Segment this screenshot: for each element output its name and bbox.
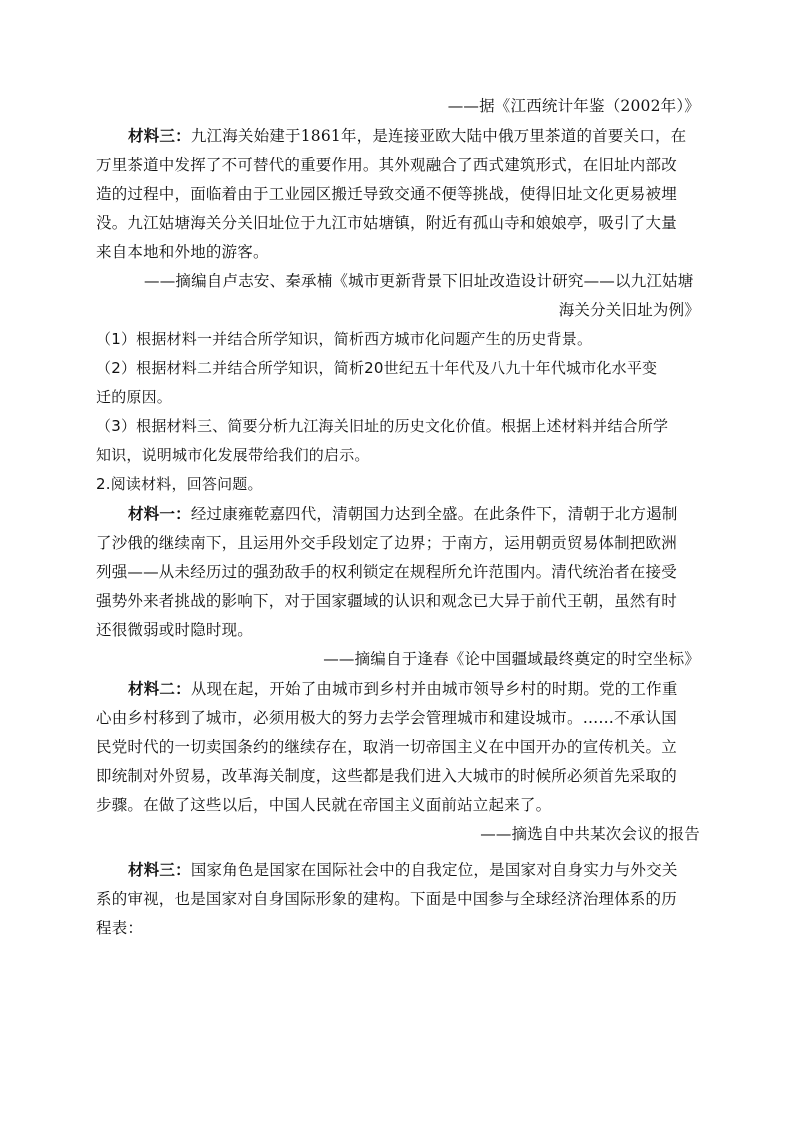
material-three-role	[96, 855, 700, 943]
material-label: 材料三：	[128, 126, 191, 145]
question-3-cont: 知识，说明城市化发展带给我们的启示。	[96, 446, 370, 464]
paragraph-line: 了沙俄的继续南下，且运用外交手段划定了边界；于南方，运用朝贡贸易体制把欧洲	[96, 534, 677, 552]
source-citation: 海关分关旧址为例》	[558, 301, 700, 319]
material-label: 材料三：	[128, 860, 191, 879]
question-2: （2）根据材料二并结合所学知识，简析20世纪五十年代及八九十年代城市化水平变	[96, 359, 658, 377]
paragraph-line: 来自本地和外地的游客。	[96, 243, 269, 261]
question-3: （3）根据材料三、简要分析九江海关旧址的历史文化价值。根据上述材料并结合所学	[96, 417, 669, 435]
paragraph-line	[96, 121, 700, 151]
paragraph-line: 造的过程中，面临着由于工业园区搬迁导致交通不便等挑战，使得旧址文化更易被埋	[96, 185, 677, 203]
question-list	[96, 325, 700, 499]
paragraph-line: 步骤。在做了这些以后，中国人民就在帝国主义面前站立起来了。	[96, 796, 552, 814]
source-citation: ——摘编自于逢春《论中国疆域最终奠定的时空坐标》	[323, 650, 700, 668]
material-three-jiujiang	[96, 121, 700, 325]
paragraph-line: 程表：	[96, 919, 144, 937]
paragraph-line	[96, 855, 700, 885]
paragraph-line: 没。九江姑塘海关分关旧址位于九江市姑塘镇，附近有孤山寺和娘娘亭，吸引了大量	[96, 214, 677, 232]
material-label: 材料一：	[128, 504, 191, 523]
paragraph-line: 列强——从未经历过的强劲敌手的权利锁定在规程所允许范围内。清代统治者在接受	[96, 563, 677, 581]
problem-2-title: 2.阅读材料，回答问题。	[96, 475, 263, 493]
paragraph-line	[96, 499, 700, 529]
paragraph-text: 经过康雍乾嘉四代，清朝国力达到全盛。在此条件下，清朝于北方遏制	[190, 505, 678, 523]
paragraph-line: 心由乡村移到了城市，必须用极大的努力去学会管理城市和建设城市。……不承认国	[96, 709, 677, 727]
material-one-qing	[96, 499, 700, 674]
material-two-report	[96, 674, 700, 849]
question-2-cont: 迁的原因。	[96, 388, 173, 406]
paragraph-line: 还很微弱或时隐时现。	[96, 621, 254, 639]
source-citation: ——摘编自卢志安、秦承楠《城市更新背景下旧址改造设计研究——以九江姑塘	[144, 272, 694, 290]
source-citation: ——摘选自中共某次会议的报告	[480, 825, 700, 843]
paragraph-line: 即统制对外贸易，改革海关制度，这些都是我们进入大城市的时候所必须首先采取的	[96, 767, 677, 785]
paragraph-text: 国家角色是国家在国际社会中的自我定位，是国家对自身实力与外交关	[190, 861, 678, 879]
source-citation-statistics: ——据《江西统计年鉴（2002年）》	[447, 97, 700, 115]
paragraph-line: 强势外来者挑战的影响下，对于国家疆域的认识和观念已大异于前代王朝，虽然有时	[96, 592, 677, 610]
paragraph-text: 从现在起，开始了由城市到乡村并由城市领导乡村的时期。党的工作重	[190, 680, 678, 698]
paragraph-line: 系的审视，也是国家对自身国际形象的建构。下面是中国参与全球经济治理体系的历	[96, 890, 677, 908]
material-label: 材料二：	[128, 679, 191, 698]
paragraph-line	[96, 674, 700, 704]
paragraph-text: 九江海关始建于1861年，是连接亚欧大陆中俄万里茶道的首要关口，在	[190, 127, 687, 145]
paragraph-line: 万里茶道中发挥了不可替代的重要作用。其外观融合了西式建筑形式，在旧址内部改	[96, 156, 677, 174]
document-page	[96, 92, 700, 943]
paragraph-line: 民党时代的一切卖国条约的继续存在，取消一切帝国主义在中国开办的宣传机关。立	[96, 738, 677, 756]
question-1: （1）根据材料一并结合所学知识，简析西方城市化问题产生的历史背景。	[96, 330, 593, 348]
